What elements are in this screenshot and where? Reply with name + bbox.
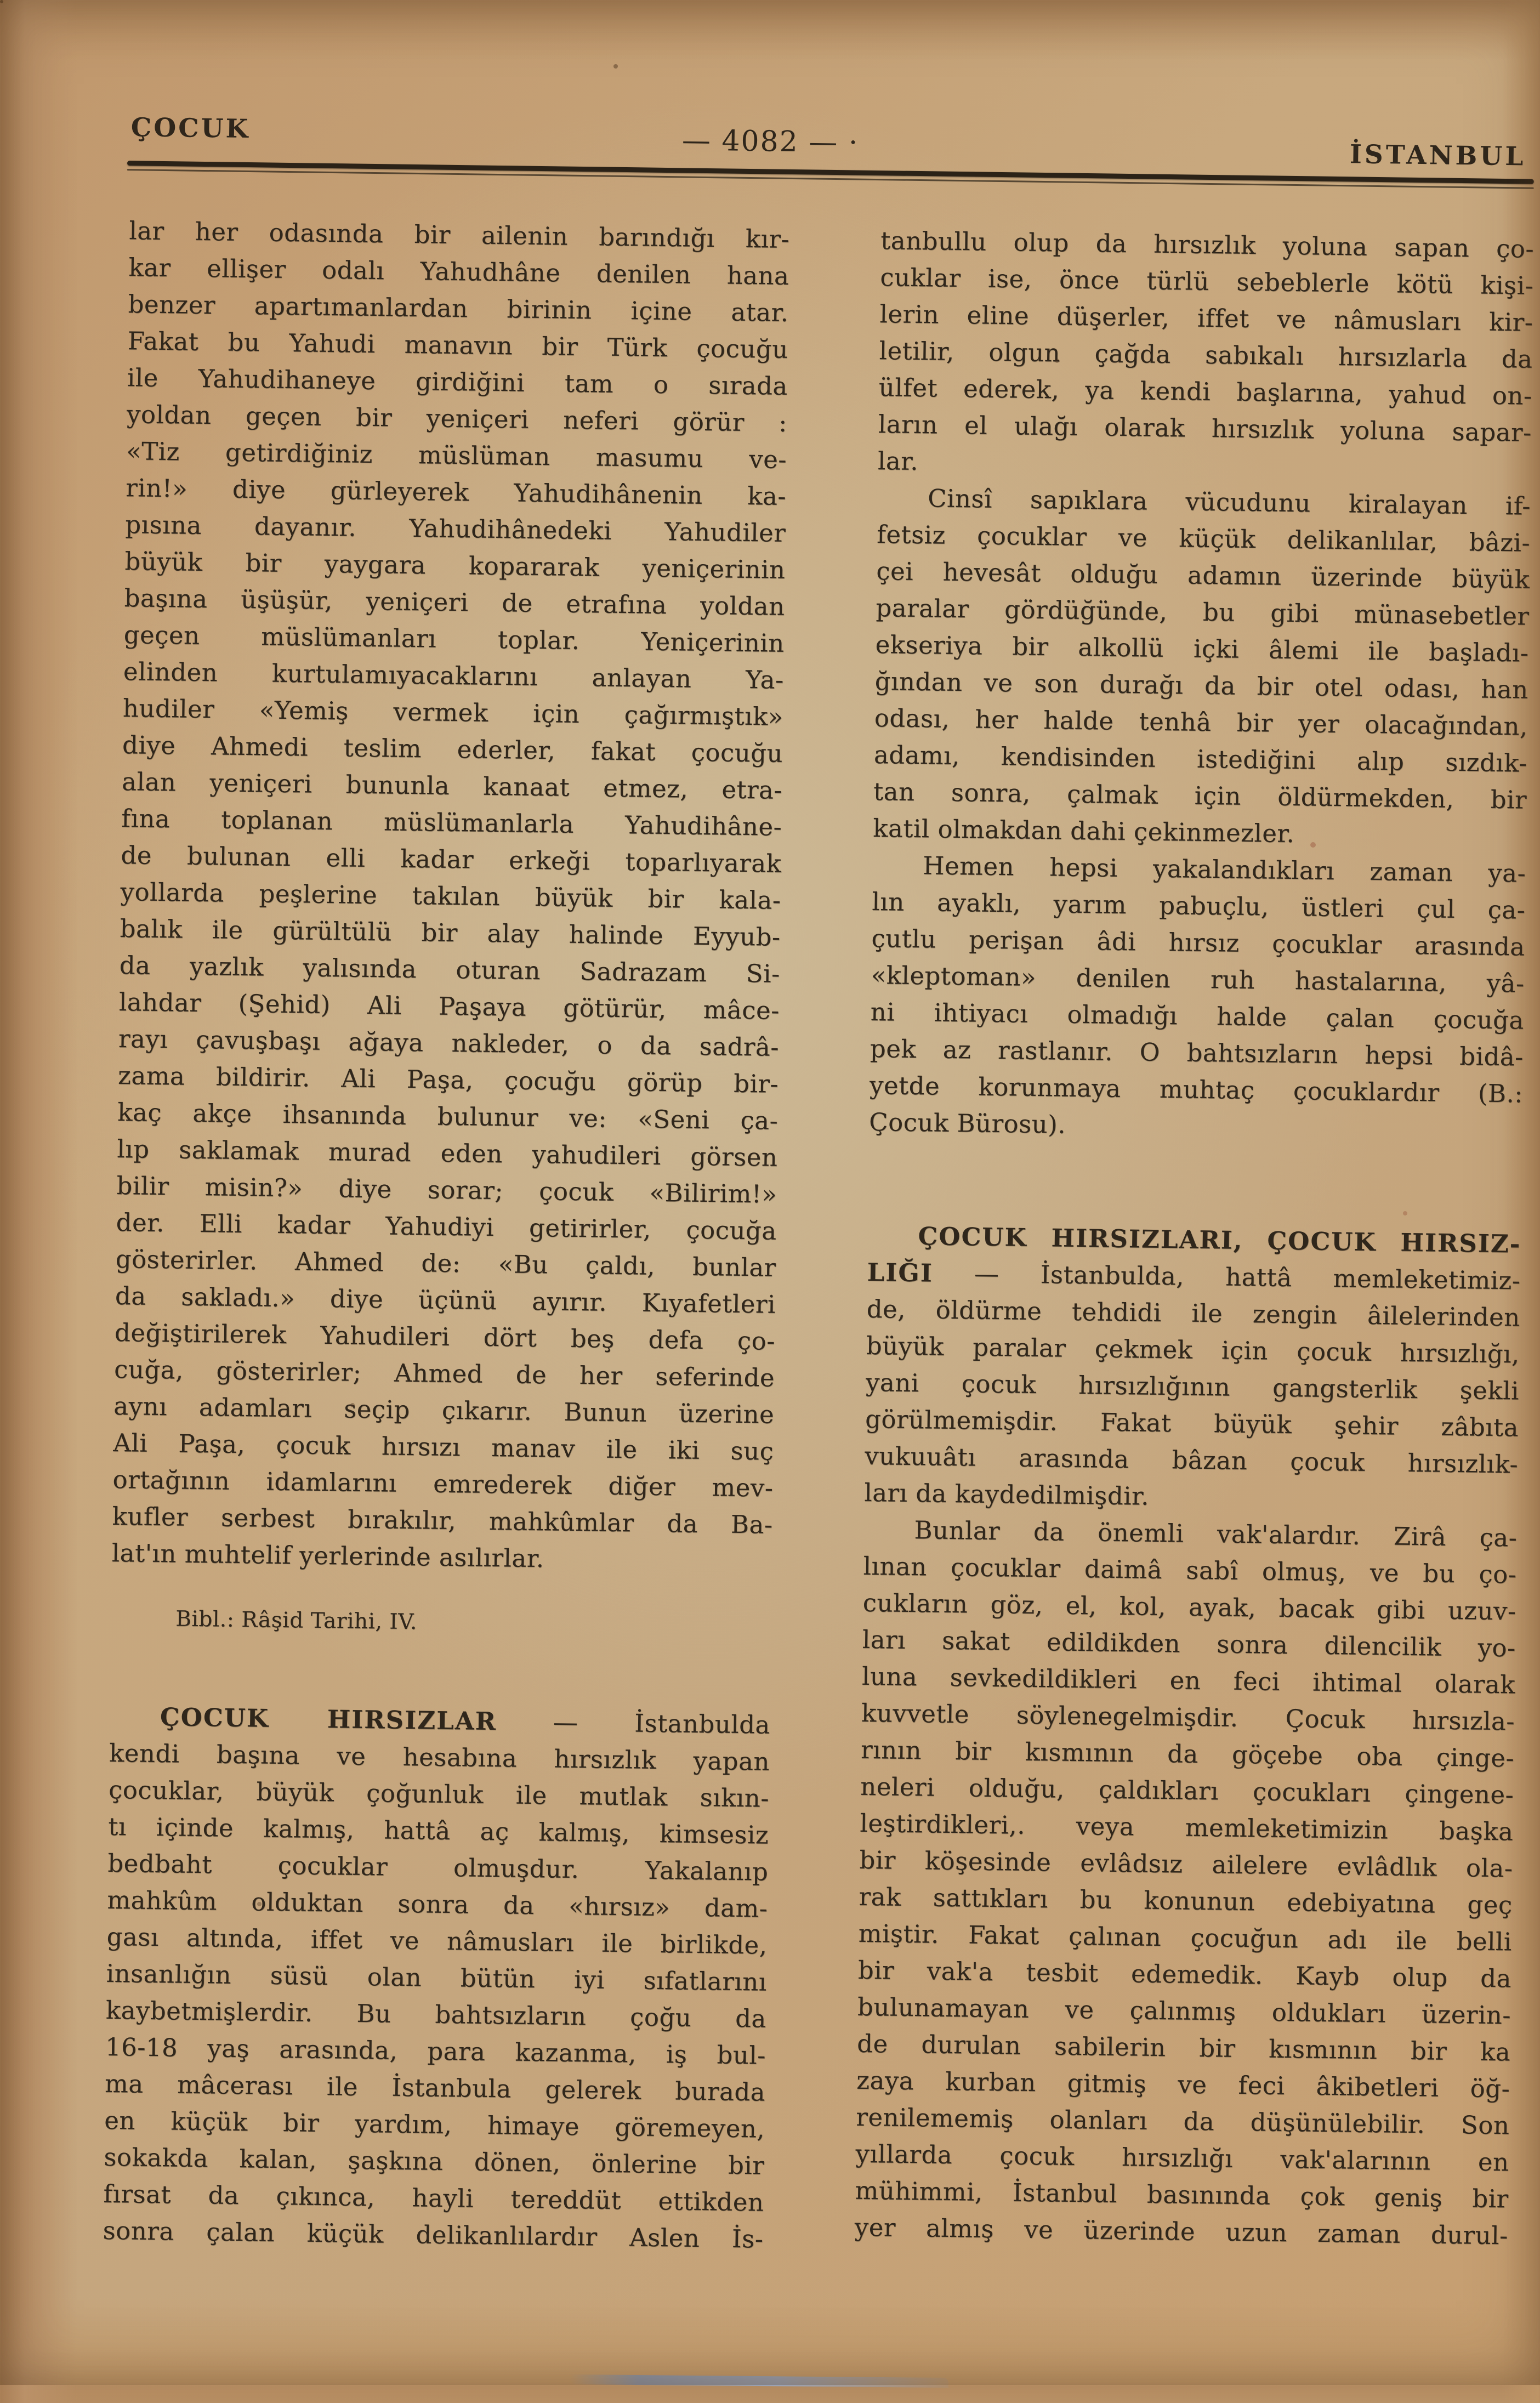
text-line: rının bir kısmının da göçebe oba çinge- [860,1735,1515,1773]
text-line: lıp saklamak murad eden yahudileri görsen [117,1134,778,1172]
text-line: cuklar ise, önce türlü sebeblerle kötü kişi- [880,263,1534,300]
text-line: «kleptoman» denilen ruh hastalarına, yâ- [871,960,1525,998]
text-line: rin!» diye gürleyerek Yahudihânenin ka- [125,473,787,511]
text-line: çocuklar, büyük çoğunluk ile mutlak sıkın- [108,1775,770,1813]
text-line: Bunlar da önemli vak'alardır. Zirâ ça- [914,1515,1518,1553]
text-line: ları da kaydedilmişdir. [864,1478,1150,1511]
text-line: sokakda kalan, şaşkına dönen, önlerine bir [104,2142,765,2180]
text-line: Çocuk Bürosu). [868,1107,1066,1139]
text-line: zaya kurban gitmiş ve feci âkibetleri öğ- [856,2065,1510,2104]
text-line: kuvvetle söylenegelmişdir. Çocuk hırsızla- [861,1698,1515,1736]
text-line: yollarda peşlerine takılan büyük bir kala- [120,877,781,915]
text-line: renilememiş olanları da düşünülebilir. Son [856,2102,1510,2140]
text-line: paralar gördüğünde, bu gibi münasebetler [876,593,1530,631]
text-line: ları sakat edildikden sonra dilencilik yo- [862,1624,1516,1663]
text-line: de durulan sabilerin bir kısmının bir ka [856,2029,1511,2067]
entry-heading-line: LIĞI — İstanbulda, hattâ memleketimiz- [867,1257,1521,1296]
text-line: «Tiz getirdiğiniz müslüman masumu ve- [126,436,787,474]
text-line: der. Elli kadar Yahudiyi getirirler, çocuğa [116,1208,777,1246]
text-line: bedbaht çocuklar olmuşdur. Yakalanıp [107,1848,769,1887]
text-line: da yazlık yalısında oturan Sadrazam Si- [119,951,781,989]
text-line: de bulunan elli kadar erkeği toparlıyarak [121,840,782,878]
text-line: lerin eline düşerler, iffet ve nâmusları kir- [879,299,1533,337]
text-line: aynı adamları seçip çıkarır. Bunun üzerine [113,1391,775,1429]
text-line: kaybetmişlerdir. Bu bahtsızların çoğu da [105,1995,767,2033]
text-line: fetsiz çocuklar ve küçük delikanlılar, bâzi- [876,520,1531,558]
text-line: kufler serbest bırakılır, mahkûmlar da Ba- [112,1501,773,1539]
text-line: en küçük bir yardım, himaye göremeyen, [104,2105,765,2144]
text-line: başına üşüşür, yeniçeri de etrafına yoldan [124,583,785,621]
text-line: yıllarda çocuk hırsızlığı vak'alarının en [855,2139,1509,2177]
line-gap [868,1140,1522,1226]
text-line: 16-18 yaş arasında, para kazanma, iş bul- [105,2032,766,2070]
text-line: gası altında, iffet ve nâmusları ile birlikde, [106,1922,768,1960]
page-number: — 4082 — · [681,124,859,160]
text-line: sonra çalan küçük delikanlılardır Aslen İs- [103,2215,764,2254]
text-line: diye Ahmedi teslim ederler, fakat çocuğu [122,730,783,768]
text-line: hudiler «Yemiş vermek için çağırmıştık» [122,694,784,731]
text-line: tı içinde kalmış, hattâ aç kalmış, kimsesiz [107,1811,769,1850]
text-line: lınan çocuklar daimâ sabî olmuş, ve bu ço- [863,1551,1517,1589]
text-line: Hemen hepsi yakalandıkları zaman ya- [923,851,1526,888]
text-line: görülmemişdir. Fakat büyük şehir zâbıta [865,1404,1519,1442]
text-line: büyük bir yaygara kopararak yeniçerinin [124,547,786,584]
text-line: vukuuâtı arasında bâzan çocuk hırsızlık- [864,1441,1519,1479]
text-line: bilir misin?» diye sorar; çocuk «Bilirim!» [116,1171,777,1209]
text-line: ortağının idamlarını emrederek diğer mev- [112,1464,774,1503]
text-line: çei hevesât olduğu adamın üzerinde büyük [876,556,1530,594]
text-line: zama bildirir. Ali Paşa, çocuğu görüp bir- [117,1061,779,1099]
text-line: Fakat bu Yahudi manavın bir Türk çocuğu [127,326,789,364]
text-line: alan yeniçeri bununla kanaat etmez, etra- [121,767,783,805]
text-line: ğından ve son durağı da bir otel odası, han [874,667,1529,705]
running-head-left: ÇOCUK [130,112,251,145]
text-line: Cinsî sapıklara vücudunu kiralayan if- [927,484,1531,521]
text-line: ekseriya bir alkollü içki âlemi ile başladı- [875,630,1529,668]
text-line: miştir. Fakat çalınan çocuğun adı ile belli [858,1918,1513,1957]
text-line: pısına dayanır. Yahudihânedeki Yahudiler [125,510,786,548]
text-line: kar ellişer odalı Yahudhâne denilen hana [128,253,789,291]
text-line: leştirdikleri,. veya memleketimizin başka [860,1808,1514,1847]
text-line: mahkûm olduktan sonra da «hırsız» dam- [107,1885,768,1923]
text-line: lar. [877,446,919,476]
text-line: yetde korunmaya muhtaç çocuklardır (B.: [869,1070,1524,1109]
text-line: lar her odasında bir ailenin barındığı kır- [129,216,790,254]
text-line: pek az rastlanır. O bahtsızların hepsi bidâ- [870,1033,1524,1072]
text-line: ülfet ederek, ya kendi başlarına, yahud on- [878,373,1533,411]
text-line: tan sonra, çalmak için öldürmekden, bir [873,777,1527,815]
page-header [2,0,1540,172]
column-right [854,222,1534,2254]
text-line: luna sevkedildikleri en feci ihtimal olarak [861,1661,1516,1700]
text-line: odası, her halde tenhâ bir yer olacağından, [874,703,1528,741]
text-line: lat'ın muhtelif yerlerinde asılırlar. [111,1538,544,1573]
text-line: de, öldürme tehdidi ile zengin âilelerinden [866,1294,1521,1332]
line-gap [110,1637,771,1707]
text-line: adamı, kendisinden istediğini alıp sızdık- [873,740,1528,778]
text-line: gösterirler. Ahmed de: «Bu çaldı, bunlar [115,1245,777,1282]
text-line: katil olmakdan dahi çekinmezler. [872,814,1295,849]
text-line: letilir, olgun çağda sabıkalı hırsızlarla da [879,336,1533,374]
column-left [103,212,790,2257]
paper-specks [0,0,3,3]
text-line: balık ile gürültülü bir alay halinde Eyyub- [120,914,781,952]
text-line: Bibl.: Râşid Tarihi, IV. [175,1606,418,1635]
text-line: tanbullu olup da hırsızlık yoluna sapan ço- [880,226,1535,264]
text-line: mühimmi, İstanbul basınında çok geniş bir [855,2175,1509,2214]
text-line: neleri olduğu, çaldıkları çocukları çingene- [860,1771,1514,1810]
running-head-right: İSTANBUL [1349,139,1526,172]
text-line: ile Yahudihaneye girdiğini tam o sırada [127,363,788,401]
text-line: fırsat da çıkınca, hayli tereddüt ettikden [103,2179,764,2217]
text-line: insanlığın süsü olan bütün iyi sıfatlarını [106,1958,768,1997]
text-line: bulunamayan ve çalınmış oldukları üzerin- [857,1992,1511,2030]
text-line: kendi başına ve hesabına hırsızlık yapan [109,1738,770,1776]
text-line: da sakladı.» diye üçünü ayırır. Kıyafetleri [115,1281,776,1319]
entry-heading-line: ÇOCUK HIRSIZLARI, ÇOCUK HIRSIZ- [918,1222,1521,1259]
text-line: çutlu perişan âdi hırsız çocuklar arasında [871,924,1525,962]
text-line: yoldan geçen bir yeniçeri neferi görür : [126,400,788,438]
text-line: büyük paralar çekmek için çocuk hırsızlığı, [866,1331,1520,1369]
text-line: ma mâcerası ile İstanbula gelerek burada [104,2069,766,2107]
text-line: değiştirilerek Yahudileri dört beş defa ço- [114,1317,776,1356]
text-line: rayı çavuşbaşı ağaya nakleder, o da sadrâ- [118,1024,780,1062]
text-line: geçen müslümanları toplar. Yeniçerinin [123,620,785,658]
text-line: bir köşesinde evlâdsız ailelere evlâdlık ola- [859,1845,1513,1883]
text-line: bir vak'a tesbit edemedik. Kayb olup da [857,1955,1512,1993]
text-line: cuğa, gösterirler; Ahmed de her seferinde [113,1354,775,1393]
entry-heading-line: ÇOCUK HIRSIZLAR — İstanbulda [160,1702,771,1740]
text-line: rak sattıkları bu konunun edebiyatına geç [859,1882,1513,1920]
text-line: cukların göz, el, kol, ayak, bacak gibi uzuv- [862,1588,1517,1626]
text-line: yer almış ve üzerinde uzun zaman durul- [854,2212,1509,2251]
text-line: fına toplanan müslümanlarla Yahudihâne- [121,804,782,842]
text-line: ni ihtiyacı olmadığı halde çalan çocuğa [870,997,1525,1035]
text-line: Ali Paşa, çocuk hırsızı manav ile iki suç [113,1428,774,1466]
text-line: benzer apartımanlardan birinin içine atar. [128,289,789,327]
text-line: ların el ulağı olarak hırsızlık yoluna sapar- [878,410,1532,447]
text-line: yani çocuk hırsızlığının gangsterlik şekli [865,1367,1520,1406]
text-line: elinden kurtulamıyacaklarını anlayan Ya- [123,657,785,695]
text-line: kaç akçe ihsanında bulunur ve: «Seni ça- [117,1098,778,1135]
text-line: lın ayaklı, yarım pabuçlu, üstleri çul ça- [872,887,1526,925]
text-line: lahdar (Şehid) Ali Paşaya götürür, mâce- [118,987,780,1025]
